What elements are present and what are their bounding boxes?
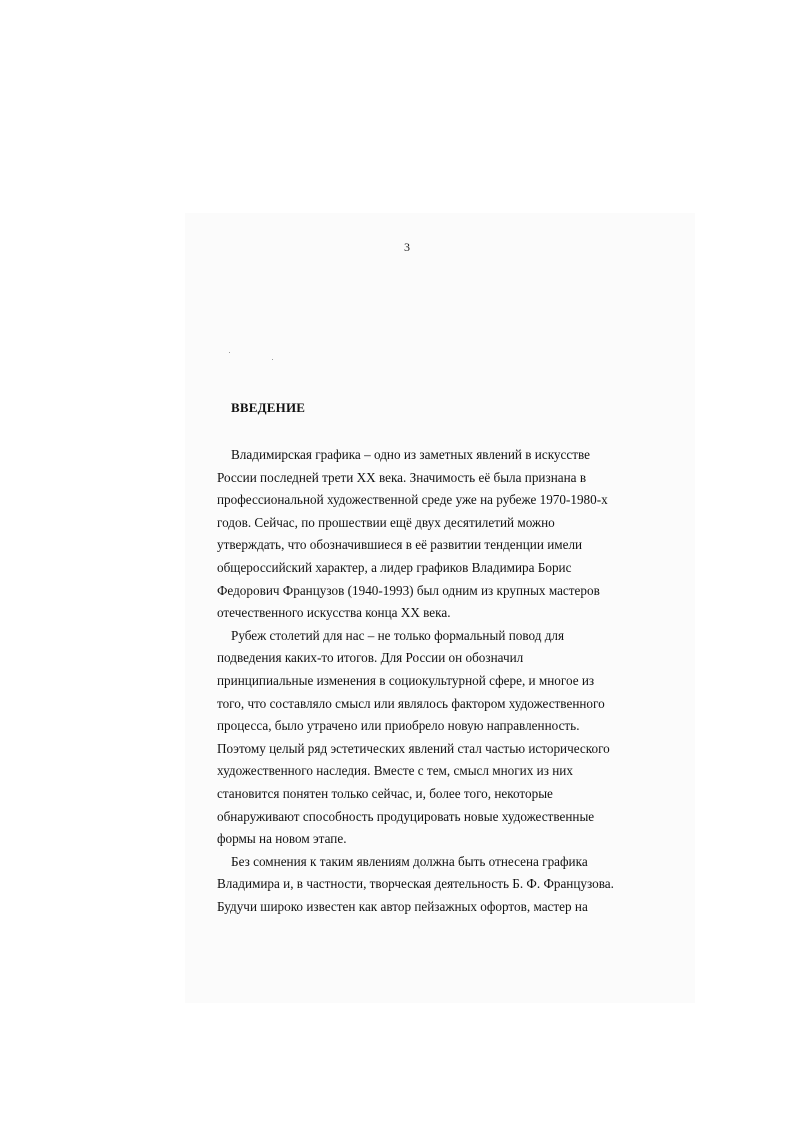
text-line: Владимира и, в частности, творческая деятельность Б. Ф. Французова. [217, 876, 614, 892]
text-line: Рубеж столетий для нас – не только формальный повод для [231, 627, 565, 643]
text-line: общероссийский характер, а лидер графиков Владимира Борис [217, 559, 572, 575]
scan-speck [272, 359, 273, 360]
text-line: становится понятен только сейчас, и, более того, некоторые [217, 785, 553, 801]
text-line: отечественного искусства конца XX века. [217, 605, 451, 621]
page-number: 3 [404, 240, 410, 254]
section-heading: ВВЕДЕНИЕ [231, 400, 306, 415]
text-line: того, что составляло смысл или являлось фактором художественного [217, 695, 605, 711]
text-line: утверждать, что обозначившиеся в её развитии тенденции имели [217, 537, 583, 553]
body-text [217, 444, 614, 918]
text-line: профессиональной художественной среде уже на рубеже 1970-1980-х [217, 492, 608, 508]
text-line: годов. Сейчас, по прошествии ещё двух десятилетий можно [217, 514, 555, 530]
text-line: Будучи широко известен как автор пейзажных офортов, мастер на [217, 898, 588, 914]
text-line: художественного наследия. Вместе с тем, смысл многих из них [217, 763, 573, 779]
text-line: принципиальные изменения в социокультурной сфере, и многое из [217, 672, 595, 688]
text-line: процесса, было утрачено или приобрело новую направленность. [217, 718, 580, 734]
text-line: Владимирская графика – одно из заметных явлений в искусстве [231, 447, 590, 462]
text-line: России последней трети XX века. Значимость её была признана в [217, 469, 587, 485]
text-line: обнаруживают способность продуцировать новые художественные [217, 808, 595, 824]
text-line: формы на новом этапе. [217, 831, 347, 847]
text-line: подведения каких-то итогов. Для России он обозначил [217, 650, 524, 666]
text-line: Поэтому целый ряд эстетических явлений стал частью исторического [217, 740, 610, 756]
text-line: Федорович Французов (1940-1993) был одним из крупных мастеров [217, 582, 600, 598]
text-line: Без сомнения к таким явлениям должна быть отнесена графика [231, 853, 588, 869]
scan-speck [229, 352, 230, 353]
